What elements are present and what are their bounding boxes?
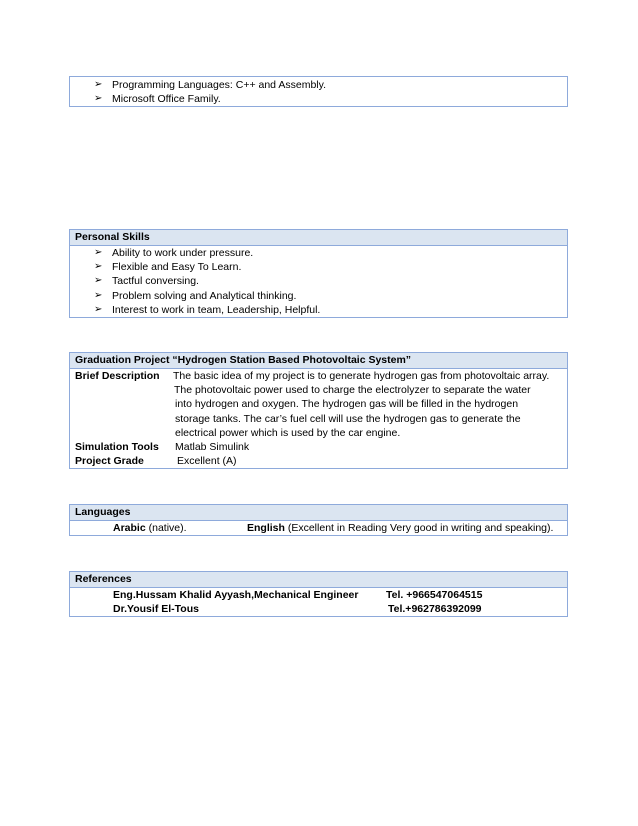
technical-skills-list: [70, 78, 567, 106]
languages-row: [70, 521, 567, 535]
reference-phone: Tel.+962786392099: [388, 603, 482, 616]
brief-description-row: [70, 369, 567, 383]
reference-row: [70, 588, 567, 602]
section-heading: Personal Skills: [70, 230, 567, 246]
brief-line: The photovoltaic power used to charge the electrolyzer to separate the water: [174, 384, 531, 397]
references-section: [69, 571, 568, 617]
brief-line: into hydrogen and oxygen. The hydrogen gas will be filled in the hydrogen: [175, 398, 519, 411]
brief-line: electrical power which is used by the car engine.: [175, 426, 401, 439]
technical-skills-section: [69, 76, 568, 107]
simulation-tools-value: Matlab Simulink: [175, 440, 250, 453]
simulation-tools-row: [70, 440, 567, 454]
project-grade-value: Excellent (A): [177, 455, 237, 468]
list-item: ➢ Microsoft Office Family.: [94, 93, 221, 106]
arrow-bullet-icon: ➢: [94, 303, 103, 315]
graduation-project-section: [69, 352, 568, 469]
brief-description-label: Brief Description: [75, 370, 160, 382]
list-item: ➢ Problem solving and Analytical thinking.: [94, 289, 297, 302]
reference-name: Dr.Yousif El-Tous: [113, 603, 199, 616]
section-heading: References: [70, 572, 567, 588]
arrow-bullet-icon: ➢: [94, 275, 103, 287]
personal-skills-list: [70, 246, 567, 317]
personal-skills-section: [69, 229, 568, 318]
list-item: ➢ Programming Languages: C++ and Assembly.: [94, 79, 327, 91]
section-heading: Graduation Project “Hydrogen Station Based Photovoltaic System”: [70, 353, 567, 369]
project-grade-label: Project Grade: [75, 455, 144, 468]
list-item: ➢ Interest to work in team, Leadership, Helpful.: [94, 303, 321, 316]
reference-phone: Tel. +966547064515: [386, 589, 483, 601]
language-english: English (Excellent in Reading Very good in writing and speaking).: [247, 522, 554, 534]
list-item: ➢ Ability to work under pressure.: [94, 247, 254, 259]
arrow-bullet-icon: ➢: [94, 247, 103, 258]
brief-line: The basic idea of my project is to generate hydrogen gas from photovoltaic array.: [173, 370, 550, 382]
language-arabic: Arabic (native).: [113, 522, 187, 534]
section-heading: Languages: [70, 505, 567, 521]
arrow-bullet-icon: ➢: [94, 261, 103, 273]
reference-row: [70, 602, 567, 616]
project-grade-row: [70, 454, 567, 468]
brief-line: storage tanks. The car’s fuel cell will use the hydrogen gas to generate the: [175, 412, 521, 425]
list-item: ➢ Flexible and Easy To Learn.: [94, 261, 242, 274]
arrow-bullet-icon: ➢: [94, 289, 103, 301]
arrow-bullet-icon: ➢: [94, 93, 103, 105]
arrow-bullet-icon: ➢: [94, 79, 103, 90]
list-item: ➢ Tactful conversing.: [94, 275, 199, 288]
simulation-tools-label: Simulation Tools: [75, 440, 159, 453]
reference-name: Eng.Hussam Khalid Ayyash,Mechanical Engineer: [113, 589, 359, 601]
languages-section: [69, 504, 568, 536]
